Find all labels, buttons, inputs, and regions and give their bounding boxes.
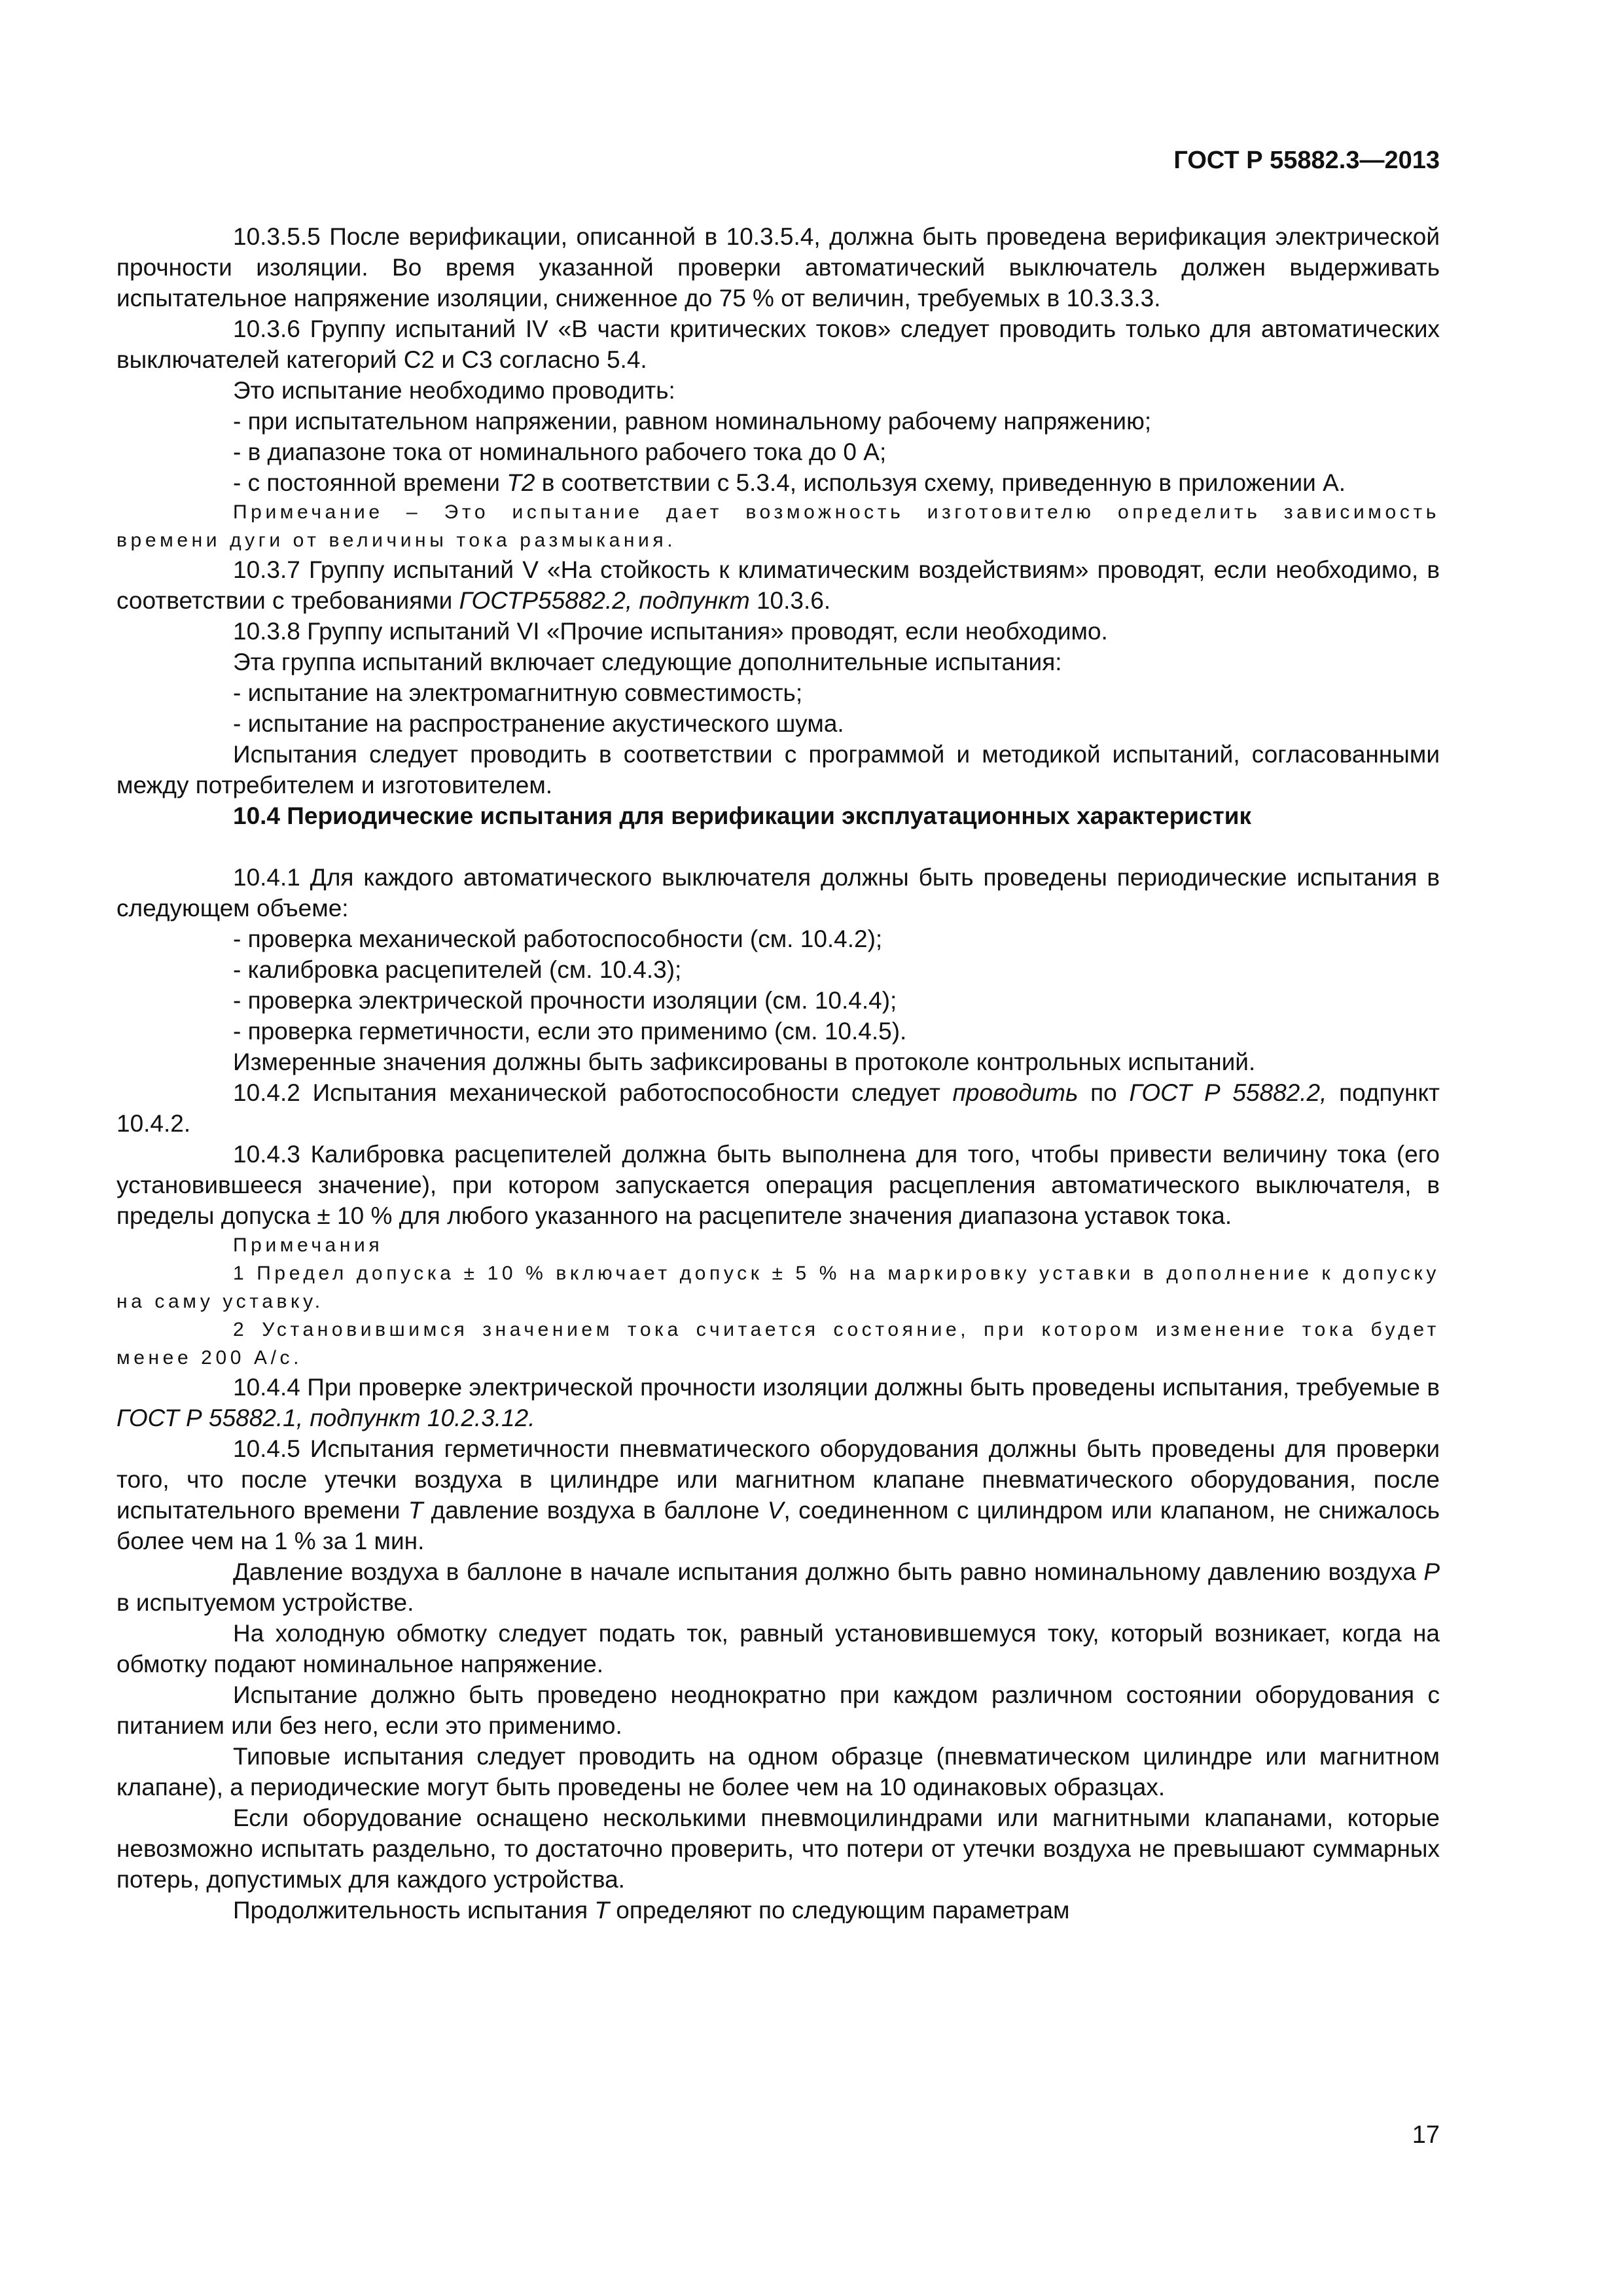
- text-run: в соответствии с 5.3.4, используя схему, приведенную в приложении А.: [535, 469, 1346, 496]
- list-item: - в диапазоне тока от номинального рабочего тока до 0 А;: [233, 439, 887, 465]
- text-run: , соединенном с цилиндром или клапаном, не снижалось более чем на 1 % за 1 мин.: [116, 1497, 1440, 1554]
- paragraph-group-includes: Эта группа испытаний включает следующие дополнительные испытания:: [233, 649, 1062, 675]
- text-run: определяют по следующим параметрам: [609, 1897, 1070, 1924]
- text-run: Давление воздуха в баллоне в начале испытания должно быть равно номинальному давлению воздуха: [233, 1558, 1424, 1585]
- note: 2 Установившимся значением тока считается состояние, при котором изменение тока будет менее 200 А/с.: [116, 1319, 1440, 1369]
- text-run: - с постоянной времени: [233, 469, 507, 496]
- paragraph-tests-program: Испытания следует проводить в соответствии с программой и методикой испытаний, согласованными между потребителем и изготовителем.: [116, 741, 1440, 798]
- italic-run: Р: [1423, 1558, 1440, 1585]
- list-item: - калибровка расцепителей (см. 10.4.3);: [233, 956, 682, 983]
- text-run: 10.4.2 Испытания механической работоспособности следует: [233, 1079, 953, 1106]
- paragraph-10-3-6: 10.3.6 Группу испытаний IV «В части критических токов» следует проводить только для автоматических выключателей категорий С2 и С3 согласно 5.4.: [116, 315, 1440, 373]
- paragraph-10-4-2: [116, 1077, 1440, 1139]
- paragraph-10-4-5: [116, 1433, 1440, 1556]
- paragraph-multiple-cylinders: Если оборудование оснащено несколькими пневмоцилиндрами или магнитными клапанами, которые невозможно испытать раздельно, то достаточно проверить, что потери от утечки воздуха не превышают суммарных потерь, допустимых для каждого устройства.: [116, 1804, 1440, 1893]
- paragraph-10-4-4: [116, 1372, 1440, 1433]
- italic-run: ГОСТР55882.2, подпункт: [459, 587, 750, 614]
- italic-run: ГОСТ Р 55882.1, подпункт 10.2.3.12.: [116, 1405, 535, 1431]
- note: Примечание – Это испытание дает возможность изготовителю определить зависимость времени дуги от величины тока размыкания.: [116, 501, 1440, 551]
- paragraph-repeated-test: Испытание должно быть проведено неоднократно при каждом различном состоянии оборудования с питанием или без него, если это применимо.: [116, 1681, 1440, 1739]
- list-item: [116, 467, 1440, 498]
- standard-header: ГОСТ Р 55882.3—2013: [1173, 147, 1440, 174]
- text-run: Продолжительность испытания: [233, 1897, 595, 1924]
- paragraph-10-4-3: 10.4.3 Калибровка расцепителей должна быть выполнена для того, чтобы привести величину тока (его установившееся значение), при котором запускается операция расцепления автоматического выключателя, в пределы допуска ± 10 % для любого указанного на расцепителе значения диапазона уставок тока.: [116, 1141, 1440, 1229]
- note: 1 Предел допуска ± 10 % включает допуск ± 5 % на маркировку уставки в дополнение к допуску на саму уставку.: [116, 1263, 1440, 1312]
- text-run: по: [1078, 1079, 1130, 1106]
- document-body: [116, 221, 1440, 1926]
- text-run: подпункт 10.4.2.: [116, 1079, 1440, 1137]
- paragraph-type-tests: Типовые испытания следует проводить на одном образце (пневматическом цилиндре или магнитном клапане), а периодические могут быть проведены не более чем на 10 одинаковых образцах.: [116, 1743, 1440, 1801]
- page-number: 17: [1412, 2121, 1440, 2149]
- text-run: 10.3.6.: [749, 587, 831, 614]
- paragraph-10-3-8: 10.3.8 Группу испытаний VI «Прочие испытания» проводят, если необходимо.: [233, 618, 1108, 645]
- paragraph-10-4-1: 10.4.1 Для каждого автоматического выключателя должны быть проведены периодические испытания в следующем объеме:: [116, 864, 1440, 922]
- list-item: - проверка механической работоспособности (см. 10.4.2);: [233, 925, 883, 952]
- italic-run: Т: [408, 1497, 423, 1524]
- list-item: - при испытательном напряжении, равном номинальному рабочему напряжению;: [233, 408, 1152, 435]
- notes-title: Примечания: [233, 1234, 383, 1256]
- paragraph-test-required: Это испытание необходимо проводить:: [233, 377, 675, 404]
- italic-run: проводить: [952, 1079, 1079, 1106]
- italic-run: Т2: [507, 469, 535, 496]
- italic-run: V: [767, 1497, 784, 1524]
- list-item: - проверка герметичности, если это применимо (см. 10.4.5).: [233, 1018, 907, 1045]
- text-run: 10.3.7 Группу испытаний V «На стойкость к климатическим воздействиям» проводят, если необходимо, в соответствии с требованиями: [116, 556, 1440, 614]
- paragraph-test-duration: [116, 1895, 1440, 1926]
- list-item: - испытание на распространение акустического шума.: [233, 710, 844, 737]
- paragraph-measured-values: Измеренные значения должны быть зафиксированы в протоколе контрольных испытаний.: [233, 1049, 1256, 1075]
- section-heading-10-4: 10.4 Периодические испытания для верификации эксплуатационных характеристик: [233, 802, 1252, 829]
- paragraph-10-3-7: [116, 554, 1440, 616]
- text-run: 10.4.4 При проверке электрической прочности изоляции должны быть проведены испытания, требуемые в: [233, 1374, 1440, 1401]
- paragraph-cold-winding: На холодную обмотку следует подать ток, равный установившемуся току, который возникает, когда на обмотку подают номинальное напряжение.: [116, 1620, 1440, 1677]
- list-item: - испытание на электромагнитную совместимость;: [233, 679, 803, 706]
- text-run: 10.4.5 Испытания герметичности пневматического оборудования должны быть проведены для проверки того, что после утечки воздуха в цилиндре или магнитном клапане пневматического оборудования, после испытательного времени: [116, 1435, 1440, 1524]
- paragraph-10-3-5-5: 10.3.5.5 После верификации, описанной в 10.3.5.4, должна быть проведена верификация электрической прочности изоляции. Во время указанной проверки автоматический выключатель должен выдерживать испытательное напряжение изоляции, сниженное до 75 % от величин, требуемых в 10.3.3.3.: [116, 223, 1440, 312]
- paragraph-air-pressure: [116, 1556, 1440, 1618]
- italic-run: Т: [594, 1897, 609, 1924]
- text-run: давление воздуха в баллоне: [423, 1497, 768, 1524]
- text-run: в испытуемом устройстве.: [116, 1589, 414, 1616]
- list-item: - проверка электрической прочности изоляции (см. 10.4.4);: [233, 987, 897, 1014]
- italic-run: ГОСТ Р 55882.2,: [1129, 1079, 1327, 1106]
